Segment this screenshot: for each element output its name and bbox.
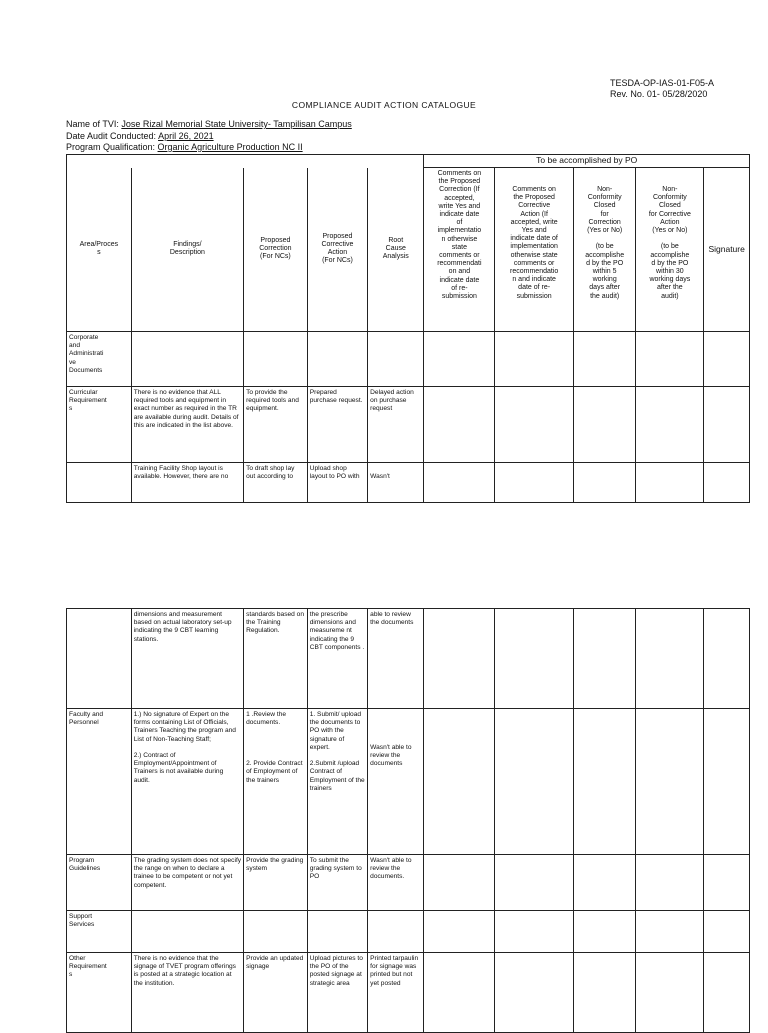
cell-correction: Provide the grading system — [244, 855, 308, 911]
cell-action: To submit the grading system to PO — [307, 855, 367, 911]
cell-empty — [495, 911, 573, 953]
cell-action: 1. Submit/ upload the documents to PO with the signature of expert. 2.Submit /upload Contract of Employment of the trainers — [307, 709, 367, 855]
table-row — [67, 709, 750, 855]
table-row — [67, 911, 750, 953]
cell-empty — [704, 387, 750, 463]
cell-empty — [573, 855, 636, 911]
cell-area: Curricular Requirement s — [67, 387, 132, 463]
cell-empty — [573, 953, 636, 1033]
cell-findings: There is no evidence that ALL required tools and equipment in exact number as required in the TR are available during audit. Details of this are indicated in the list above. — [131, 387, 243, 463]
cell-action: Prepared purchase request. — [307, 387, 367, 463]
qualification-line — [66, 142, 303, 153]
qualification-label: Program Qualification: — [66, 142, 158, 152]
cell-empty — [573, 387, 636, 463]
cell-empty — [704, 609, 750, 709]
audit-table-page1 — [66, 154, 750, 503]
audit-table-page2 — [66, 608, 750, 1033]
cell-empty — [573, 463, 636, 503]
cell-empty — [573, 332, 636, 387]
cell-correction: To provide the required tools and equipment. — [244, 387, 308, 463]
cell-correction — [244, 911, 308, 953]
cell-area: Program Guidelines — [67, 855, 132, 911]
cell-empty — [424, 387, 495, 463]
cell-findings: The grading system does not specify the range on when to declare a trainee to be competent or not yet competent. — [131, 855, 243, 911]
cell-area — [67, 609, 132, 709]
table-row — [67, 387, 750, 463]
cell-empty — [573, 911, 636, 953]
header-comments-action: Comments on the Proposed Corrective Action (If accepted, write Yes and indicate date of implementation otherwise state comments or recommendatio n and indicate date of re- submission — [495, 168, 573, 332]
date-value: April 26, 2021 — [158, 131, 214, 141]
cell-empty — [636, 332, 704, 387]
cell-empty — [424, 332, 495, 387]
cell-area: Corporate and Administrati ve Documents — [67, 332, 132, 387]
table-row — [67, 332, 750, 387]
cell-empty — [495, 855, 573, 911]
cell-empty — [424, 463, 495, 503]
header-corrective-action: Proposed Corrective Action (For NCs) — [307, 168, 367, 332]
header-nc-action: Non- Conformity Closed for Corrective Action (Yes or No) (to be accomplishe d by the PO within 30 working days after the audit) — [636, 168, 704, 332]
cell-action: the prescribe dimensions and measureme nt indicating the 9 CBT components . — [307, 609, 367, 709]
header-area: Area/Proces s — [67, 168, 132, 332]
cell-empty — [704, 332, 750, 387]
cell-empty — [495, 463, 573, 503]
cell-root-cause: Wasn't able to review the documents. — [368, 855, 424, 911]
cell-findings: 1.) No signature of Expert on the forms containing List of Officials, Trainers Teaching the program and List of Non-Teaching Staff; 2.) Contract of Employment/Appointment of Trainers is not available during audit. — [131, 709, 243, 855]
cell-empty — [495, 387, 573, 463]
tvi-value: Jose Rizal Memorial State University- Tampilisan Campus — [121, 119, 352, 129]
header-findings: Findings/ Description — [131, 168, 243, 332]
cell-empty — [495, 709, 573, 855]
cell-empty — [573, 709, 636, 855]
document-title: COMPLIANCE AUDIT ACTION CATALOGUE — [291, 100, 477, 110]
cell-empty — [424, 953, 495, 1033]
cell-root-cause: Wasn't — [368, 463, 424, 503]
qualification-value: Organic Agriculture Production NC II — [157, 142, 303, 152]
cell-area: Support Services — [67, 911, 132, 953]
header-signature: Signature — [704, 168, 750, 332]
cell-findings: Training Facility Shop layout is available. However, there are no — [131, 463, 243, 503]
cell-findings: dimensions and measurement based on actual laboratory set-up indicating the 9 CBT learning stations. — [131, 609, 243, 709]
cell-empty — [704, 709, 750, 855]
cell-correction: To draft shop lay out according to — [244, 463, 308, 503]
cell-correction: standards based on the Training Regulation. — [244, 609, 308, 709]
cell-findings: There is no evidence that the signage of TVET program offerings is posted at a strategic location at the institution. — [131, 953, 243, 1033]
date-label: Date Audit Conducted: — [66, 131, 159, 141]
cell-empty — [495, 332, 573, 387]
cell-correction: Provide an updated signage — [244, 953, 308, 1033]
tvi-line — [66, 119, 352, 130]
date-line — [66, 131, 214, 142]
cell-root-cause — [368, 332, 424, 387]
cell-root-cause: Wasn't able to review the documents — [368, 709, 424, 855]
header-spacer — [67, 155, 424, 168]
cell-root-cause: able to review the documents — [368, 609, 424, 709]
cell-correction: 1 .Review the documents. 2. Provide Contract of Employment of the trainers — [244, 709, 308, 855]
cell-empty — [424, 855, 495, 911]
cell-action: Upload shop layout to PO with — [307, 463, 367, 503]
header-nc-correction: Non- Conformity Closed for Correction (Yes or No) (to be accomplishe d by the PO within 5 working days after the audit) — [573, 168, 636, 332]
document-code: TESDA-OP-IAS-01-F05-A Rev. No. 01- 05/28/2020 — [610, 78, 715, 99]
cell-empty — [704, 911, 750, 953]
cell-empty — [424, 609, 495, 709]
header-root-cause: Root Cause Analysis — [368, 168, 424, 332]
cell-empty — [636, 463, 704, 503]
cell-root-cause: Delayed action on purchase request — [368, 387, 424, 463]
cell-empty — [636, 953, 704, 1033]
cell-empty — [495, 609, 573, 709]
cell-findings — [131, 332, 243, 387]
header-correction: Proposed Correction (For NCs) — [244, 168, 308, 332]
table-row — [67, 609, 750, 709]
po-header: To be accomplished by PO — [424, 155, 750, 168]
cell-empty — [704, 855, 750, 911]
table-row — [67, 463, 750, 503]
cell-root-cause: Printed tarpaulin for signage was printed but not yet posted — [368, 953, 424, 1033]
cell-empty — [424, 911, 495, 953]
cell-empty — [573, 609, 636, 709]
cell-action: Upload pictures to the PO of the posted signage at strategic area — [307, 953, 367, 1033]
tvi-label: Name of TVI: — [66, 119, 122, 129]
cell-root-cause — [368, 911, 424, 953]
cell-empty — [636, 855, 704, 911]
header-comments-correction: Comments on the Proposed Correction (If accepted, write Yes and indicate date of implementatio n otherwise state comments or recommendati on and indicate date of re- submission — [424, 168, 495, 332]
cell-empty — [704, 953, 750, 1033]
cell-area: Faculty and Personnel — [67, 709, 132, 855]
cell-area: Other Requirement s — [67, 953, 132, 1033]
cell-area — [67, 463, 132, 503]
cell-empty — [636, 911, 704, 953]
cell-action — [307, 911, 367, 953]
cell-empty — [704, 463, 750, 503]
cell-empty — [636, 609, 704, 709]
cell-empty — [495, 953, 573, 1033]
cell-findings — [131, 911, 243, 953]
cell-empty — [636, 387, 704, 463]
cell-empty — [424, 709, 495, 855]
cell-empty — [636, 709, 704, 855]
cell-action — [307, 332, 367, 387]
cell-correction — [244, 332, 308, 387]
table-row — [67, 855, 750, 911]
table-row — [67, 953, 750, 1033]
